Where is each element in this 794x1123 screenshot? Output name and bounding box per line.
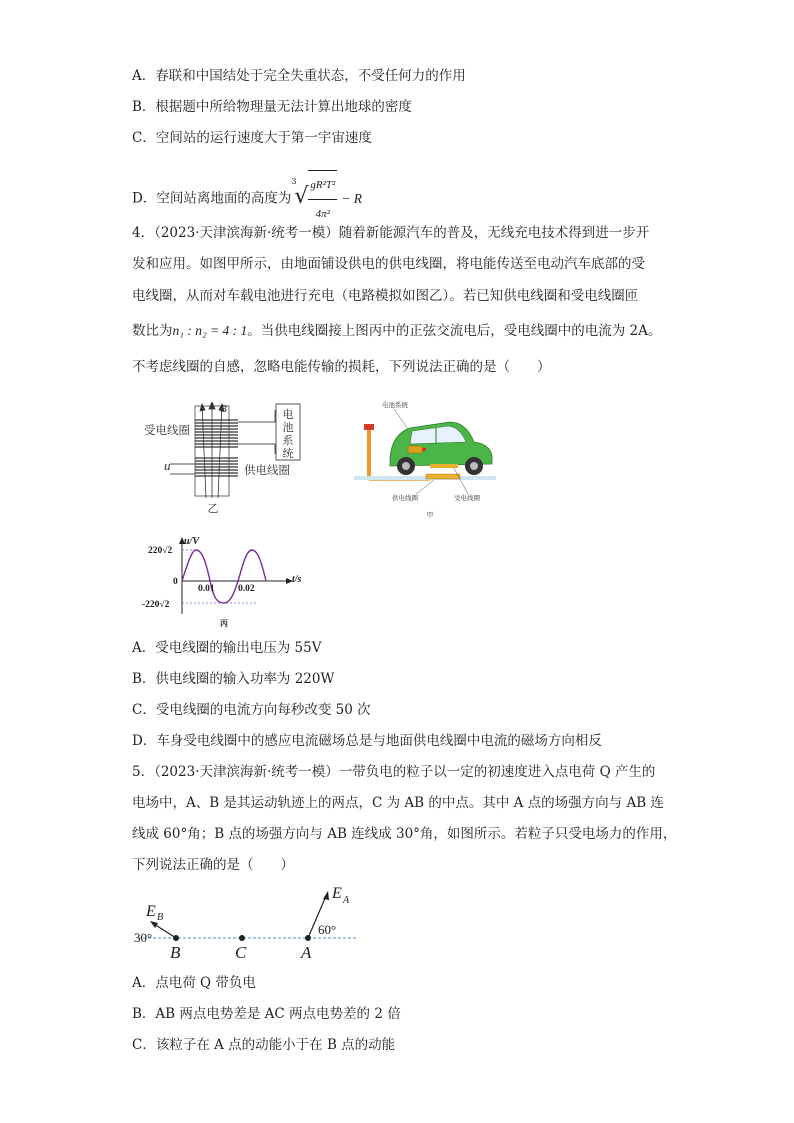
q5-stem-line2: 电场中，A、B 是其运动轨迹上的两点，C 为 AB 的中点。其中 A 点的场强方向与 AB 连 xyxy=(132,795,664,811)
q5-option-c: C．该粒子在 A 点的动能小于在 B 点的动能 xyxy=(132,1037,396,1053)
q4-stem-line1: 4．（2023·天津滨海新·统考一模）随着新能源汽车的普及，无线充电技术得到进一步开 xyxy=(132,225,650,241)
figure-jia-car xyxy=(350,398,500,520)
q5-option-b: B．AB 两点电势差是 AC 两点电势差的 2 倍 xyxy=(132,1006,401,1022)
q4-ratio-suffix: 。当供电线圈接上图丙中的正弦交流电后，受电线圈中的电流为 2A。 xyxy=(247,323,662,339)
origin-label: 0 xyxy=(173,577,178,587)
battery-label-1: 电 xyxy=(282,409,294,421)
car-battery-label: 电池系统 xyxy=(382,402,408,409)
minus-r: − R xyxy=(341,190,363,206)
point-c xyxy=(239,935,245,941)
receive-coil-label: 受电线圈 xyxy=(144,425,190,437)
eb-label: E xyxy=(146,903,156,920)
battery-label-2: 池 xyxy=(282,422,294,434)
fraction-numerator: gR²T² xyxy=(308,171,337,200)
car-receive-coil-label: 受电线圈 xyxy=(454,495,480,502)
t1-label: 0.01 xyxy=(198,584,215,594)
q4-option-b: B．供电线圈的输入功率为 220W xyxy=(132,671,335,687)
y-min-label: -220√2 xyxy=(142,600,170,610)
q5-stem-line1: 5．（2023·天津滨海新·统考一模）一带负电的粒子以一定的初速度进入点电荷 Q 产生的 xyxy=(132,764,656,780)
car-receive-coil xyxy=(430,464,458,468)
label-a: A xyxy=(301,943,312,962)
q4-stem-line5: 不考虑线圈的自感，忽略电能传输的损耗，下列说法正确的是（ ） xyxy=(132,359,551,375)
q4-turns-ratio: n₁ : n₂ = 4 : 1 xyxy=(172,323,248,338)
label-b: B xyxy=(170,943,181,962)
q4-option-c: C．受电线圈的电流方向每秒改变 50 次 xyxy=(132,702,371,718)
ea-subscript: A xyxy=(343,895,350,906)
figure-q5-field xyxy=(132,884,362,964)
q4-ratio-prefix: 数比为 xyxy=(132,323,173,339)
point-b xyxy=(173,935,179,941)
figure-jia-caption: 甲 xyxy=(426,512,434,519)
q5-stem-line3: 线成 60°角；B 点的场强方向与 AB 连线成 30°角，如图所示。若粒子只受电场力的作用， xyxy=(132,826,677,842)
root-index: 3 xyxy=(291,177,297,186)
figure-bing-caption: 丙 xyxy=(220,619,228,628)
label-c: C xyxy=(235,943,247,962)
ea-label: E xyxy=(332,885,342,902)
ground-supply-coil xyxy=(426,474,460,479)
q4-stem-line2: 发和应用。如图甲所示，由地面铺设供电的供电线圈，将电能传送至电动汽车底部的受 xyxy=(132,256,645,272)
charging-post xyxy=(367,428,371,480)
figure-yi-caption: 乙 xyxy=(207,503,219,514)
q3-option-d-text: D．空间站离地面的高度为 xyxy=(132,190,292,207)
q5-stem-line4: 下列说法正确的是（ ） xyxy=(132,857,294,873)
y-max-label: 220√2 xyxy=(148,546,173,556)
q3-option-b: B．根据题中所给物理量无法计算出地球的密度 xyxy=(132,99,412,115)
supply-coil-windings xyxy=(195,458,238,476)
supply-coil-label: 供电线圈 xyxy=(244,465,290,477)
q3-option-c: C．空间站的运行速度大于第一宇宙速度 xyxy=(132,130,372,146)
figure-bing-sine xyxy=(140,534,315,630)
voltage-u-label: u xyxy=(164,458,171,473)
receive-coil-windings xyxy=(195,420,238,447)
fraction-denominator: 4π² xyxy=(315,208,330,220)
t2-label: 0.02 xyxy=(238,584,255,594)
q4-option-d: D．车身受电线圈中的感应电流磁场总是与地面供电线圈中电流的磁场方向相反 xyxy=(132,733,602,749)
car-battery xyxy=(408,446,422,453)
q3-option-d xyxy=(132,170,362,228)
root-fraction xyxy=(308,170,337,228)
cube-root: 3 √ $\frac{\text{gR²T²}}{\text{4π²}}$ xyxy=(291,170,337,228)
sine-curve xyxy=(182,550,266,603)
figure-yi-coils xyxy=(140,402,330,514)
y-axis-label: u/V xyxy=(184,536,200,547)
q4-stem-line3: 电线圈，从而对车载电池进行充电（电路模拟如图乙）。若已知供电线圈和受电线圈匝 xyxy=(132,288,639,304)
q5-option-a: A．点电荷 Q 带负电 xyxy=(132,975,256,991)
eb-subscript: B xyxy=(157,912,164,923)
angle-30-label: 30° xyxy=(134,930,153,945)
x-axis-label: t/s xyxy=(292,574,302,585)
q3-option-a: A．春联和中国结处于完全失重状态，不受任何力的作用 xyxy=(132,68,466,84)
battery-label-4: 统 xyxy=(282,448,294,460)
point-a xyxy=(305,935,311,941)
q4-option-a: A．受电线圈的输出电压为 55V xyxy=(132,640,322,656)
angle-60-label: 60° xyxy=(318,922,337,937)
q4-stem-line4 xyxy=(132,322,661,340)
car-supply-coil-label: 供电线圈 xyxy=(392,495,418,502)
magnetic-field-arrows xyxy=(200,402,224,498)
eb-arrow xyxy=(154,924,176,938)
battery-label-3: 系 xyxy=(282,435,294,447)
field-b-label: B xyxy=(220,403,227,415)
